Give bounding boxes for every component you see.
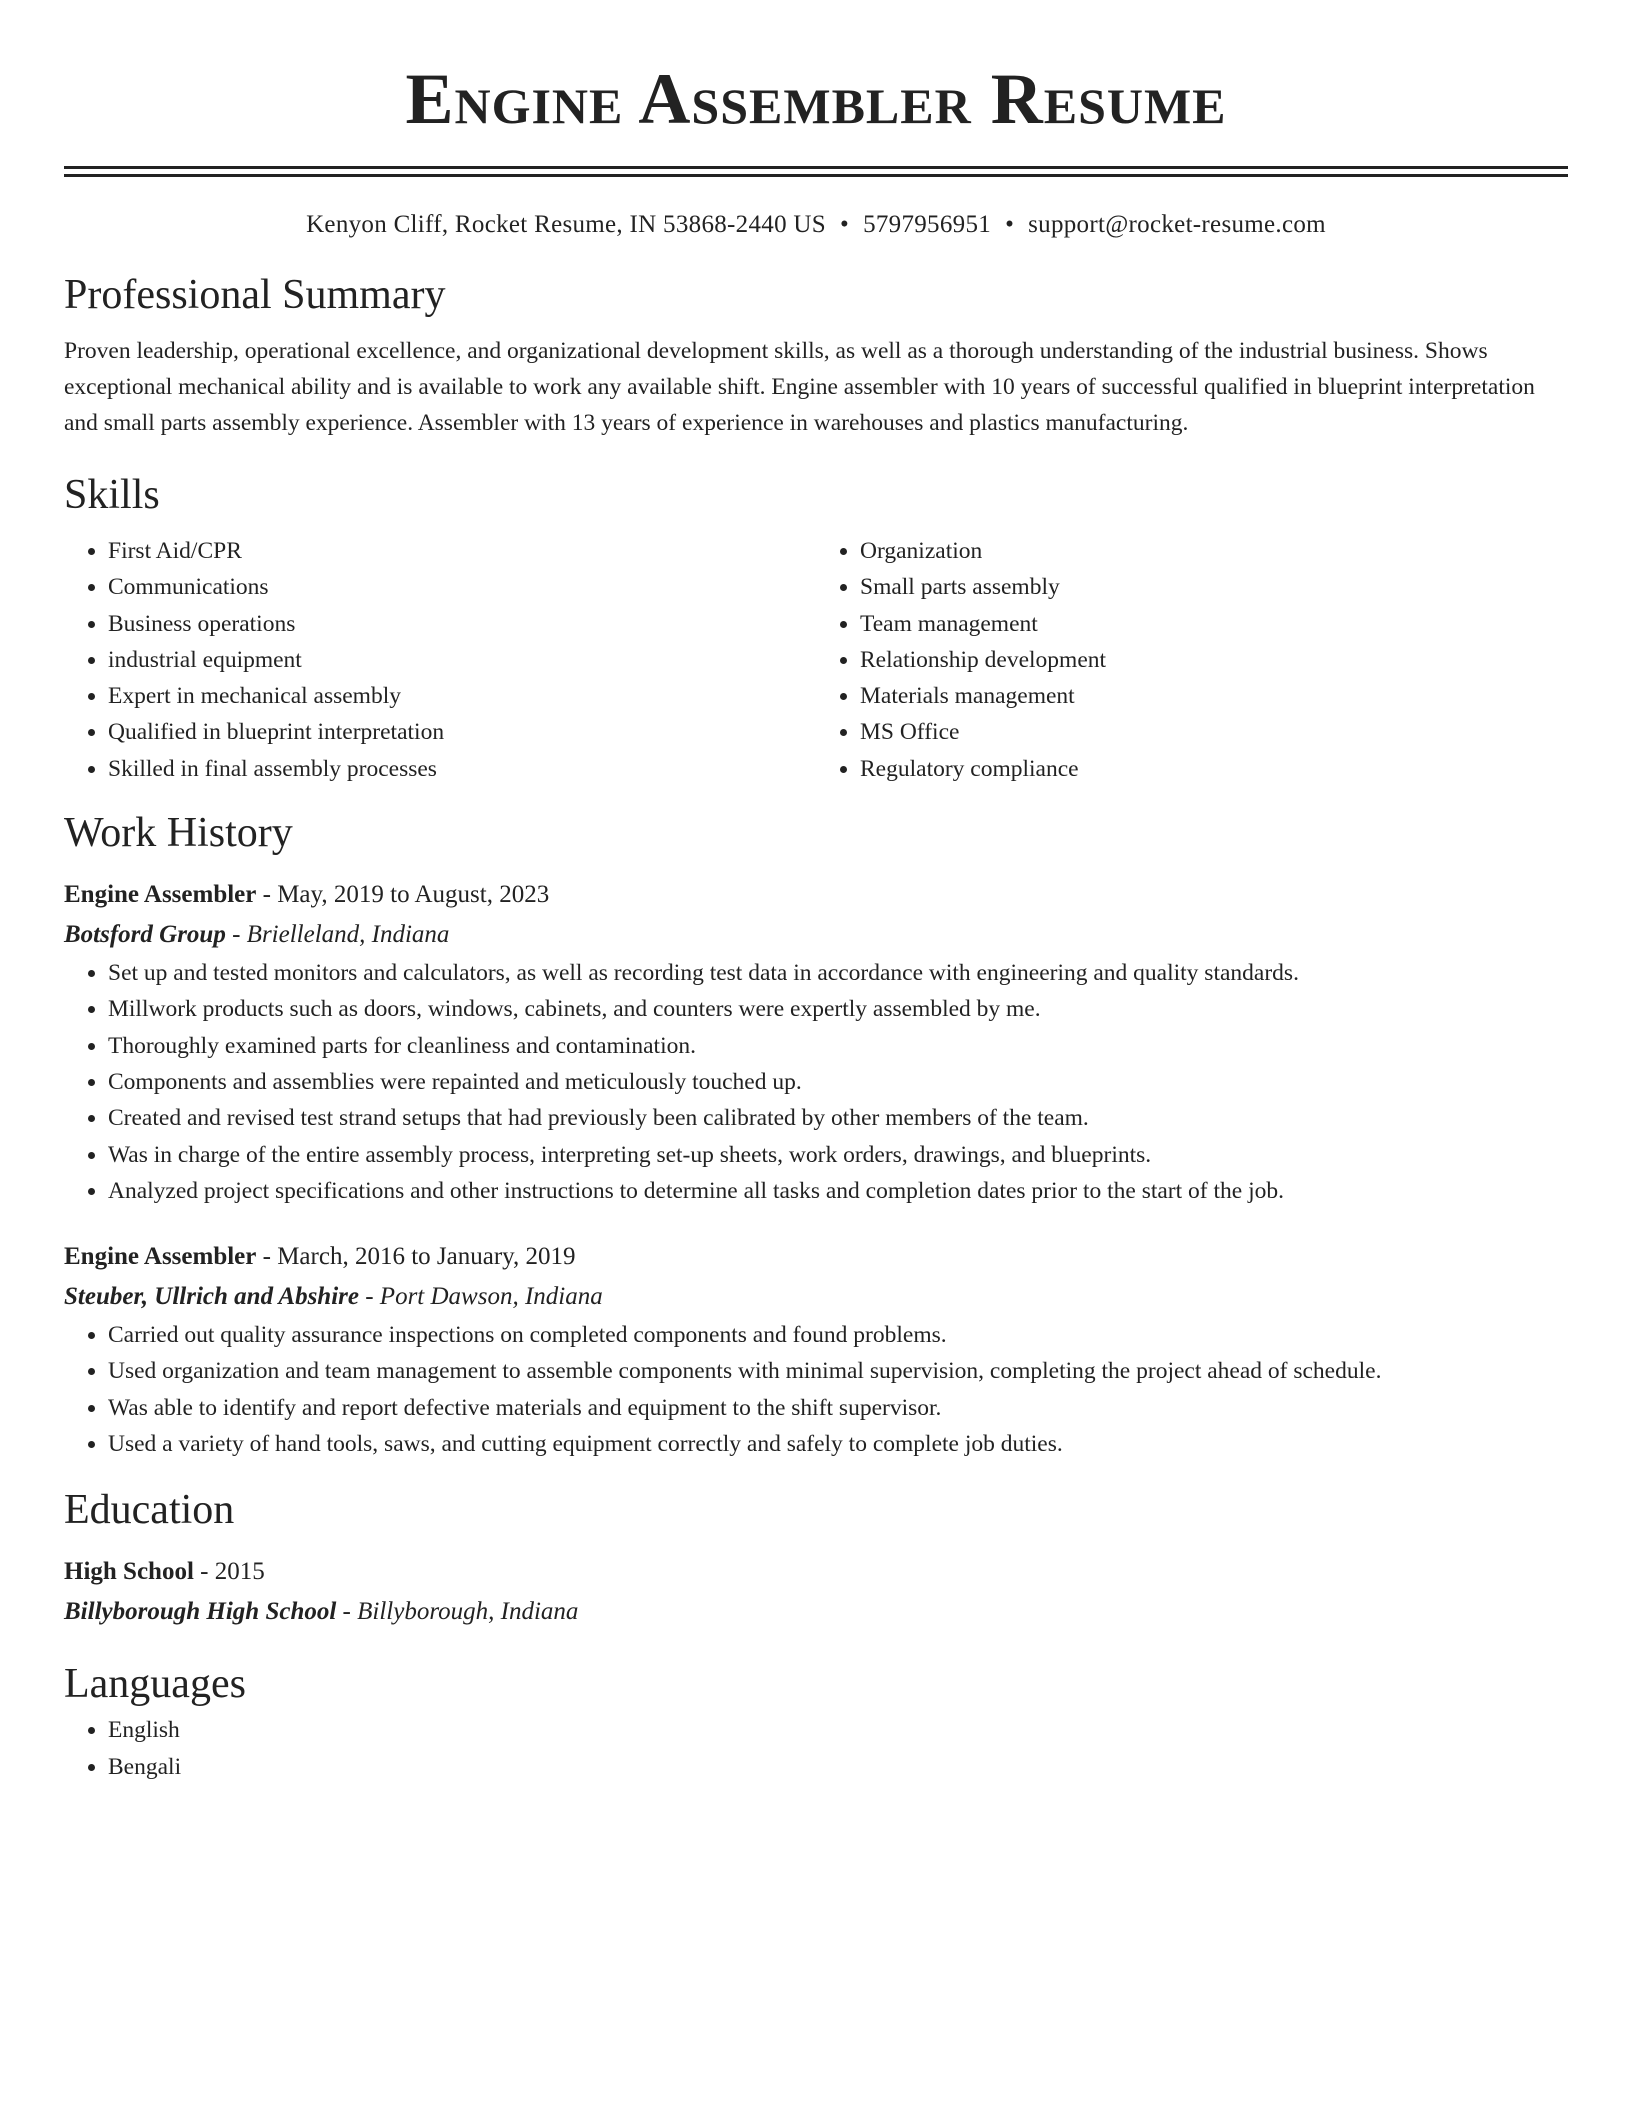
job-duty: • Set up and tested monitors and calculators, as well as recording test data in accordance with engineering and quality standards. [108,955,1568,991]
resume-title: Engine Assembler Resume [405,59,1227,139]
education-school: Billyborough High School [64,1598,337,1626]
language-item: • English [108,1712,1568,1748]
skills-list-right [816,533,1568,787]
skill-item: • industrial equipment [108,642,816,678]
job-duty: • Used organization and team management to assemble components with minimal supervision, completing the project ahead of schedule. [108,1353,1568,1389]
skill-item: • Organization [860,533,1568,569]
skill-item: • Materials management [860,678,1568,714]
skill-item: • Communications [108,569,816,605]
education-year: - 2015 [193,1558,265,1586]
job-title-line [64,875,1568,915]
education-heading: Education [64,1487,235,1534]
title-divider [64,166,1568,177]
job-duty: • Used a variety of hand tools, saws, and cutting equipment correctly and safely to complete job duties. [108,1426,1568,1462]
skills-columns [64,533,1568,787]
job-title: Engine Assembler [64,1243,257,1271]
job-title-line [64,1237,1568,1277]
summary-heading: Professional Summary [64,272,446,318]
education-location: - Billyborough, Indiana [336,1598,579,1626]
skill-item: • Business operations [108,606,816,642]
languages-list [64,1712,1568,1785]
job-duties-list [64,1317,1568,1462]
job-duty: • Millwork products such as doors, windows, cabinets, and counters were expertly assembled by me. [108,991,1568,1027]
job-duty: • Was in charge of the entire assembly process, interpreting set-up sheets, work orders, drawings, and blueprints. [108,1137,1568,1173]
education-school-line [64,1592,1568,1632]
skill-item: • Expert in mechanical assembly [108,678,816,714]
skills-heading: Skills [64,472,160,518]
skill-item: • Team management [860,606,1568,642]
job-duty: • Was able to identify and report defective materials and equipment to the shift supervisor. [108,1390,1568,1426]
job-entry [64,1237,1568,1462]
skill-item: • Relationship development [860,642,1568,678]
job-dates: - March, 2016 to January, 2019 [256,1243,576,1271]
job-company: Botsford Group [64,921,226,949]
language-item: • Bengali [108,1749,1568,1785]
job-duty: • Created and revised test strand setups that had previously been calibrated by other members of the team. [108,1100,1568,1136]
job-duty: • Carried out quality assurance inspections on completed components and found problems. [108,1317,1568,1353]
job-entry [64,875,1568,1209]
contact-line [64,209,1568,241]
resume-page [64,0,1568,1785]
languages-heading: Languages [64,1661,246,1708]
divider-line-bottom [64,174,1568,177]
skill-item: • Small parts assembly [860,569,1568,605]
skill-item: • Skilled in final assembly processes [108,751,816,787]
skill-item: • Regulatory compliance [860,751,1568,787]
work-history-heading: Work History [64,810,293,857]
job-location: - Port Dawson, Indiana [358,1283,603,1311]
job-duty: • Components and assemblies were repainted and meticulously touched up. [108,1064,1568,1100]
summary-text: Proven leadership, operational excellence, and organizational development skills, as well as a thorough understanding of the industrial business. Shows exceptional mechanical ability and is available to work any available shift. Engine assembler with 10 years of successful qualified in blueprint interpretation and small parts assembly experience. Assembler with 13 years of experience in warehouses and plastics manufacturing. [64,338,1535,436]
contact-separator: • [1005,211,1015,238]
job-duties-list [64,955,1568,1209]
skill-item: • MS Office [860,714,1568,750]
job-location: - Brielleland, Indiana [225,921,450,949]
education-degree-line [64,1552,1568,1592]
job-company-line [64,915,1568,955]
job-title: Engine Assembler [64,881,257,909]
job-dates: - May, 2019 to August, 2023 [256,881,550,909]
skill-item: • Qualified in blueprint interpretation [108,714,816,750]
skills-list-left [64,533,816,787]
contact-address: Kenyon Cliff, Rocket Resume, IN 53868-2440 US [306,211,826,238]
skill-item: • First Aid/CPR [108,533,816,569]
contact-separator: • [840,211,850,238]
education-degree: High School [64,1558,194,1586]
contact-email: support@rocket-resume.com [1028,211,1326,238]
job-company-line [64,1277,1568,1317]
contact-phone: 5797956951 [863,211,992,238]
job-duty: • Thoroughly examined parts for cleanliness and contamination. [108,1028,1568,1064]
job-duty: • Analyzed project specifications and other instructions to determine all tasks and completion dates prior to the start of the job. [108,1173,1568,1209]
job-company: Steuber, Ullrich and Abshire [64,1283,359,1311]
divider-line-top [64,166,1568,169]
